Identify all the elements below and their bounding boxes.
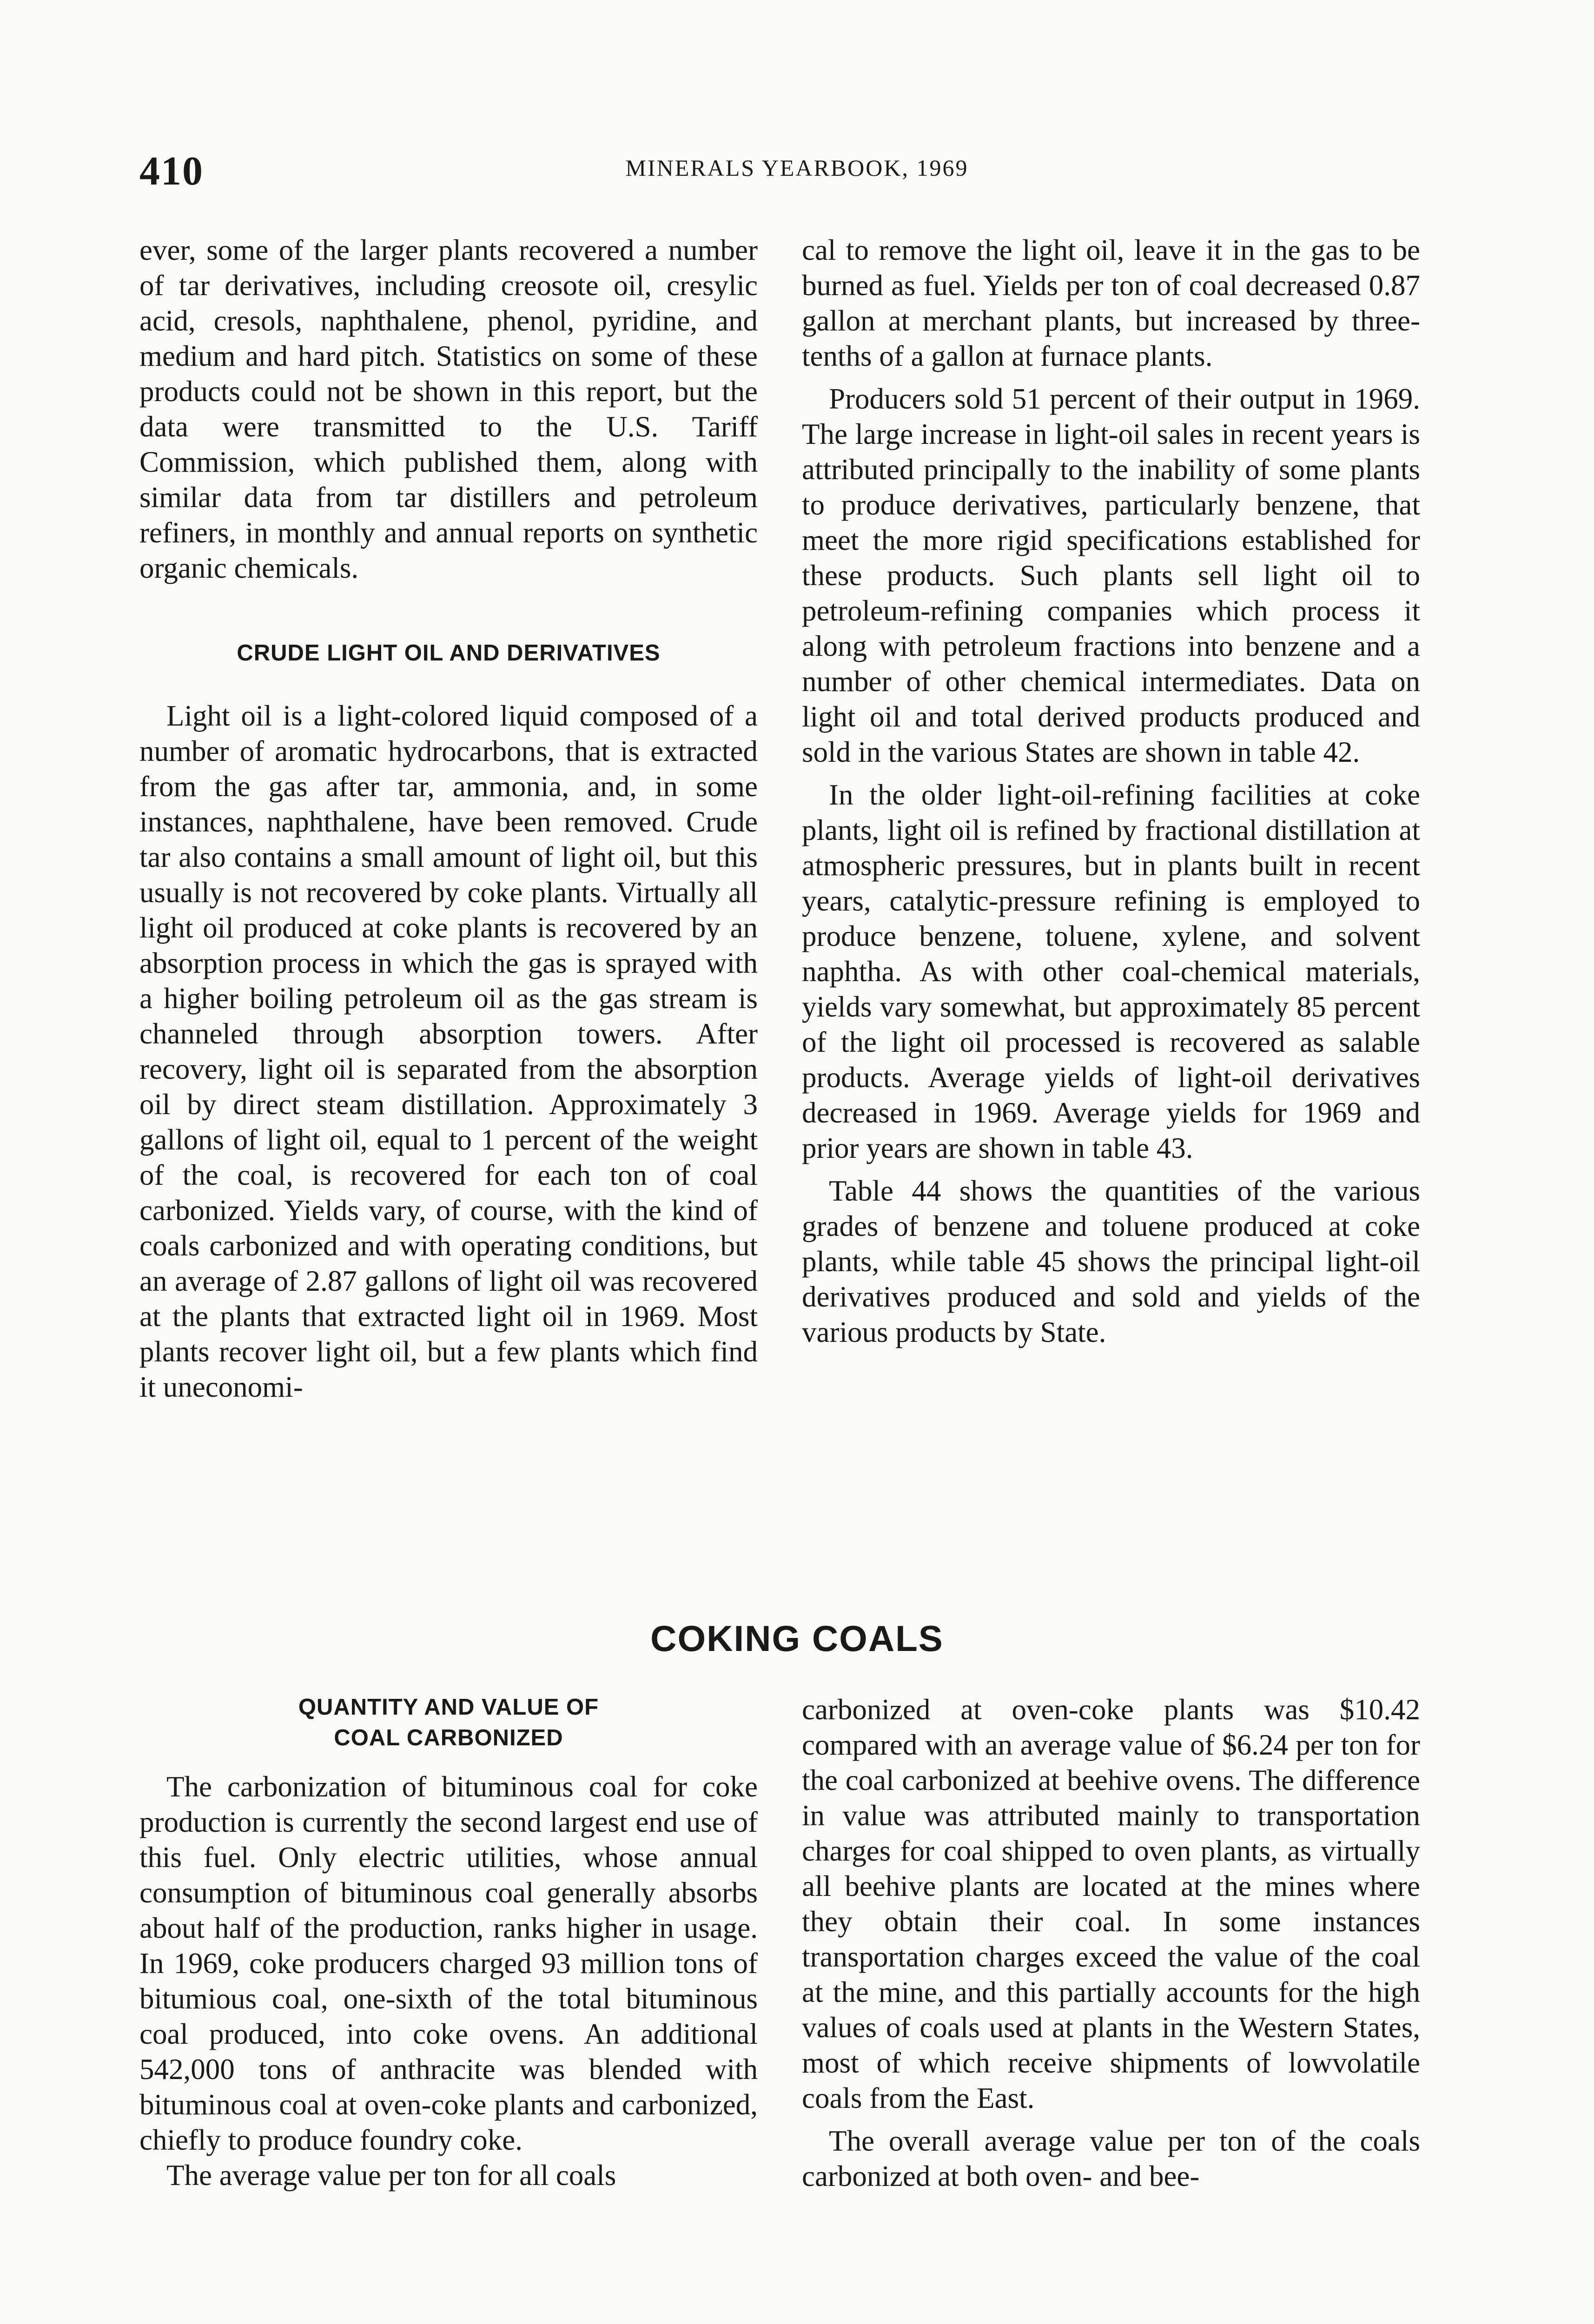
section-heading-coking-coals: COKING COALS (650, 1618, 944, 1659)
top-left-column (139, 232, 758, 1583)
body-paragraph: The carbonization of bituminous coal for coke production is currently the second largest end use of this fuel. Only electric utilities, whose annual consumption of bituminous coal generally absorbs about half of the production, ranks higher in usage. In 1969, coke producers charged 93 million tons of bitumious coal, one-sixth of the total bituminous coal produced, into coke ovens. An additional 542,000 tons of anthracite was blended with bituminous coal at oven-coke plants and carbonized, chiefly to produce foundry coke. (139, 1770, 758, 2156)
body-paragraph: The average value per ton for all coals (166, 2159, 616, 2192)
body-paragraph: Light oil is a light-colored liquid composed of a number of aromatic hydrocarbons, that is extracted from the gas after tar, ammonia, and, in some instances, naphthalene, have been removed. Crude tar also contains a small amount of light oil, but this usually is not recovered by coke plants. Virtually all light oil produced at coke plants is recovered by an absorption process in which the gas is sprayed with a higher boiling petroleum oil as the gas stream is channeled through absorption towers. After recovery, light oil is separated from the absorption oil by direct steam distillation. Approximately 3 gallons of light oil, equal to 1 percent of the weight of the coal, is recovered for each ton of coal carbonized. Yields vary, of course, with the kind of coals carbonized and with operating conditions, but an average of 2.87 gallons of light oil was recovered at the plants that extracted light oil in 1969. Most plants recover light oil, but a few plants which find it uneconomi- (139, 700, 758, 1403)
body-paragraph: Producers sold 51 percent of their output in 1969. The large increase in light-oil sales in recent years is attributed principally to the inability of some plants to produce derivatives, particularly benzene, that meet the more rigid specifications established for these products. Such plants sell light oil to petroleum-refining companies which process it along with petroleum fractions into benzene and a number of other chemical intermediates. Data on light oil and total derived products produced and sold in the various States are shown in table 42. (802, 383, 1420, 768)
bottom-left-column (139, 1692, 758, 2324)
page-number: 410 (139, 149, 204, 194)
running-title: MINERALS YEARBOOK, 1969 (625, 155, 969, 181)
top-right-column (802, 232, 1420, 1583)
body-paragraph: The overall average value per ton of the coals carbonized at both oven- and bee- (802, 2125, 1420, 2192)
subheading-line: COAL CARBONIZED (334, 1725, 563, 1750)
subheading-crude-light-oil: CRUDE LIGHT OIL AND DERIVATIVES (237, 640, 661, 666)
bottom-right-column (802, 1692, 1420, 2324)
body-paragraph: In the older light-oil-refining facilities at coke plants, light oil is refined by fractional distillation at atmospheric pressures, but in plants built in recent years, catalytic-pressure refining is employed to produce benzene, toluene, xylene, and solvent naphtha. As with other coal-chemical materials, yields vary somewhat, but approximately 85 percent of the light oil processed is recovered as salable products. Average yields of light-oil derivatives decreased in 1969. Average yields for 1969 and prior years are shown in table 43. (802, 779, 1420, 1164)
subheading-line: QUANTITY AND VALUE OF (298, 1695, 599, 1720)
body-paragraph: carbonized at oven-coke plants was $10.42 compared with an average value of $6.24 per ton for the coal carbonized at beehive ovens. The difference in value was attributed mainly to transportation charges for coal shipped to oven plants, as virtually all beehive plants are located at the mines where they obtain their coal. In some instances transportation charges exceed the value of the coal at the mine, and this partially accounts for the high values of coals used at plants in the Western States, most of which receive shipments of lowvolatile coals from the East. (802, 1693, 1420, 2114)
body-paragraph: ever, some of the larger plants recovered a number of tar derivatives, including creosote oil, cresylic acid, cresols, naphthalene, phenol, pyridine, and medium and hard pitch. Statistics on some of these products could not be shown in this report, but the data were transmitted to the U.S. Tariff Commission, which published them, along with similar data from tar distillers and petroleum refiners, in monthly and annual reports on synthetic organic chemicals. (139, 234, 758, 584)
body-paragraph: Table 44 shows the quantities of the various grades of benzene and toluene produced at coke plants, while table 45 shows the principal light-oil derivatives produced and sold and yields of the various products by State. (802, 1175, 1420, 1348)
body-paragraph: cal to remove the light oil, leave it in the gas to be burned as fuel. Yields per ton of coal decreased 0.87 gallon at merchant plants, but increased by three-tenths of a gallon at furnace plants. (802, 234, 1420, 372)
subheading-quantity-value (139, 1692, 758, 1753)
